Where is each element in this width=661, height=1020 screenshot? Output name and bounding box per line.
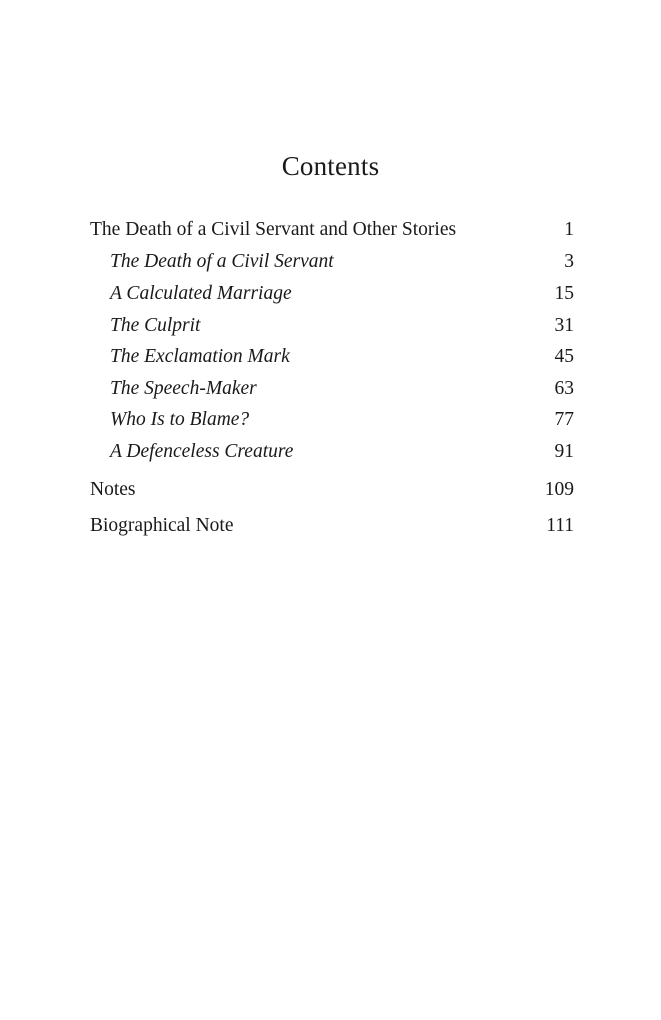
table-of-contents (90, 0, 574, 1020)
toc-page-number: 3 (564, 251, 574, 272)
toc-entry-story (90, 312, 574, 340)
toc-entry-label: The Speech-Maker (110, 378, 257, 399)
toc-entry-notes (90, 476, 574, 504)
toc-entry-collection (90, 216, 574, 244)
toc-page-number: 31 (554, 315, 574, 336)
toc-page-number: 91 (554, 441, 574, 462)
toc-entry-story (90, 438, 574, 466)
toc-entry-story (90, 406, 574, 434)
toc-entry-story (90, 375, 574, 403)
toc-entry-label: The Culprit (110, 315, 201, 336)
toc-entry-label: A Calculated Marriage (110, 283, 292, 304)
contents-heading: Contents (281, 151, 380, 181)
toc-page-number: 63 (554, 378, 574, 399)
toc-entry-label: A Defenceless Creature (110, 441, 294, 462)
toc-page-number: 111 (546, 515, 574, 536)
toc-page-number: 1 (564, 219, 574, 240)
toc-page-number: 45 (554, 346, 574, 367)
toc-entry-biographical-note (90, 512, 574, 540)
toc-entry-label: The Exclamation Mark (110, 346, 290, 367)
toc-entry-label: Who Is to Blame? (110, 409, 250, 430)
toc-page-number: 109 (544, 479, 574, 500)
toc-page-number: 77 (554, 409, 574, 430)
toc-entry-label: Biographical Note (90, 515, 234, 536)
toc-entry-label: The Death of a Civil Servant and Other Stories (90, 219, 457, 240)
toc-entry-story (90, 343, 574, 371)
toc-entry-story (90, 280, 574, 308)
toc-entry-story (90, 248, 574, 276)
toc-entry-label: The Death of a Civil Servant (110, 251, 334, 272)
toc-page-number: 15 (554, 283, 574, 304)
toc-entry-label: Notes (90, 479, 136, 500)
